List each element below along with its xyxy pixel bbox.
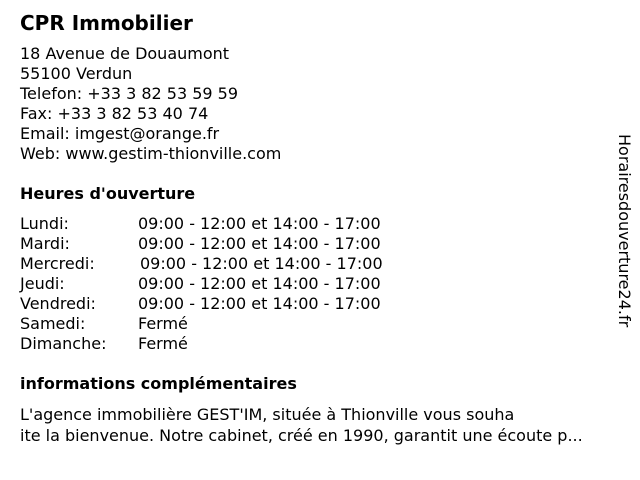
site-watermark xyxy=(612,134,636,364)
day-label: Dimanche: xyxy=(20,334,107,353)
address-street: 18 Avenue de Douaumont xyxy=(20,44,230,63)
info-line-1: L'agence immobilière GEST'IM, située à Thionville vous souha xyxy=(20,405,515,424)
day-label: Mardi: xyxy=(20,234,70,253)
contact-block xyxy=(20,44,281,164)
hours-row-monday xyxy=(20,214,440,234)
business-name: CPR Immobilier xyxy=(20,11,193,35)
hours-value: 09:00 - 12:00 et 14:00 - 17:00 xyxy=(138,294,381,313)
opening-hours-table xyxy=(20,214,440,354)
email-address[interactable]: Email: imgest@orange.fr xyxy=(20,124,220,143)
hours-row-sunday xyxy=(20,334,440,354)
phone-number[interactable]: Telefon: +33 3 82 53 59 59 xyxy=(20,84,239,103)
day-label: Lundi: xyxy=(20,214,69,233)
address-city: 55100 Verdun xyxy=(20,64,133,83)
hours-row-friday xyxy=(20,294,440,314)
watermark-text: Horairesdouverture24.fr xyxy=(615,134,634,328)
additional-info-text xyxy=(20,404,632,446)
hours-value: 09:00 - 12:00 et 14:00 - 17:00 xyxy=(138,214,381,233)
hours-value: Fermé xyxy=(138,314,188,333)
hours-row-wednesday xyxy=(20,254,440,274)
day-label: Mercredi: xyxy=(20,254,95,273)
hours-row-tuesday xyxy=(20,234,440,254)
hours-row-saturday xyxy=(20,314,440,334)
hours-row-thursday xyxy=(20,274,440,294)
website-link[interactable]: Web: www.gestim-thionville.com xyxy=(20,144,282,163)
hours-value: 09:00 - 12:00 et 14:00 - 17:00 xyxy=(140,254,383,273)
hours-value: 09:00 - 12:00 et 14:00 - 17:00 xyxy=(138,274,381,293)
info-line-2: ite la bienvenue. Notre cabinet, créé en 1990, garantit une écoute p... xyxy=(20,426,583,445)
day-label: Vendredi: xyxy=(20,294,96,313)
day-label: Samedi: xyxy=(20,314,86,333)
opening-hours-heading: Heures d'ouverture xyxy=(20,184,196,203)
fax-number: Fax: +33 3 82 53 40 74 xyxy=(20,104,209,123)
hours-value: Fermé xyxy=(138,334,188,353)
additional-info-heading: informations complémentaires xyxy=(20,374,297,393)
hours-value: 09:00 - 12:00 et 14:00 - 17:00 xyxy=(138,234,381,253)
day-label: Jeudi: xyxy=(20,274,65,293)
